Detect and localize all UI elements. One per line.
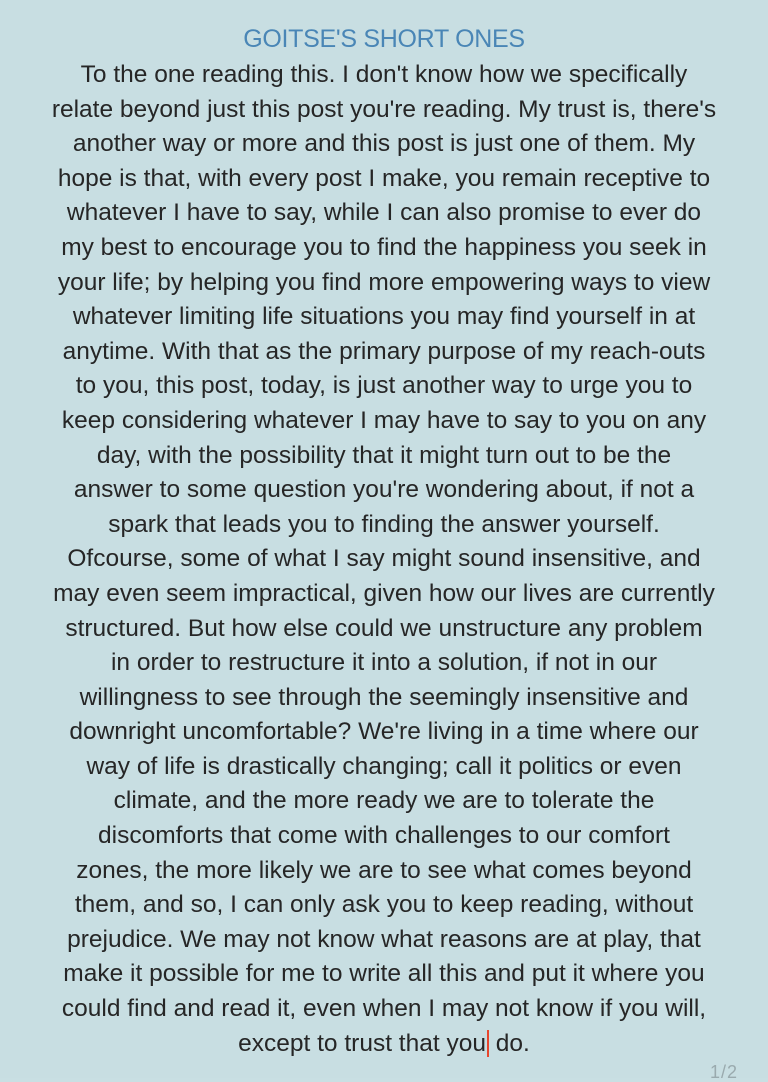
text-line: whatever I have to say, while I can also promise to ever do (66, 199, 702, 227)
text-line: climate, and the more ready we are to tolerate the (113, 787, 655, 815)
page-indicator: 1/2 (709, 1062, 738, 1082)
text-line: to you, this post, today, is just another way to urge you to (75, 372, 693, 400)
text-line: keep considering whatever I may have to say to you on any (61, 406, 707, 434)
text-line: hope is that, with every post I make, you remain receptive to (57, 164, 711, 192)
text-line: another way or more and this post is just one of them. My (72, 130, 696, 158)
text-line: way of life is drastically changing; call it politics or even (86, 752, 682, 780)
text-line: prejudice. We may not know what reasons are at play, that (67, 925, 701, 953)
text-line: To the one reading this. I don't know how we specifically (80, 61, 688, 88)
text-line: anytime. With that as the primary purpose of my reach-outs (62, 337, 706, 365)
text-line: structured. But how else could we unstructure any problem (65, 614, 703, 642)
text-line: Ofcourse, some of what I say might sound insensitive, and (67, 545, 701, 573)
text-line: make it possible for me to write all this and put it where you (63, 960, 705, 988)
text-line: may even seem impractical, given how our lives are currently (53, 579, 715, 607)
document-body[interactable] (18, 58, 750, 1061)
text-line: them, and so, I can only ask you to keep reading, without (74, 891, 694, 919)
text-line-last (18, 1027, 750, 1062)
text-line: whatever limiting life situations you may find yourself in at (72, 303, 696, 331)
text-line: downright uncomfortable? We're living in a time where our (69, 718, 699, 746)
text-line: willingness to see through the seemingly insensitive and (79, 683, 689, 711)
text-line: relate beyond just this post you're reading. My trust is, there's (51, 95, 717, 123)
text-line: day, with the possibility that it might turn out to be the (96, 441, 672, 469)
text-after-cursor: do. (488, 1029, 530, 1057)
text-before-cursor: except to trust that you (238, 1029, 486, 1057)
text-line: could find and read it, even when I may not know if you will, (61, 995, 707, 1023)
text-line: spark that leads you to finding the answer yourself. (108, 510, 660, 538)
text-line: my best to encourage you to find the happiness you seek in (61, 233, 707, 261)
document-title: GOITSE'S SHORT ONES (243, 25, 525, 53)
text-line: discomforts that come with challenges to our comfort (98, 822, 670, 850)
text-line: in order to restructure it into a solution, if not in our (110, 649, 658, 677)
text-line: your life; by helping you find more empowering ways to view (57, 268, 711, 296)
text-line: answer to some question you're wondering about, if not a (73, 476, 695, 504)
text-line: zones, the more likely we are to see what comes beyond (76, 856, 692, 884)
